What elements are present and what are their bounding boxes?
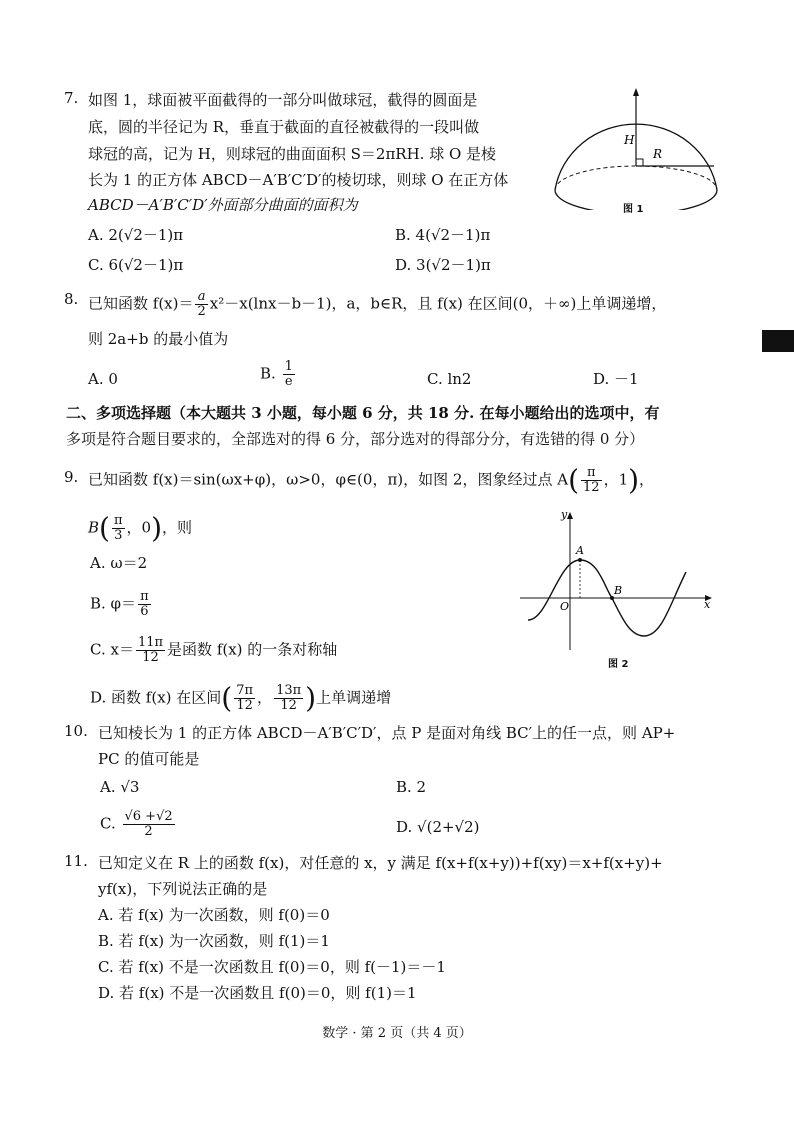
q7-text-line5: ABCD－A′B′C′D′外面部分曲面的面积为 — [88, 196, 358, 214]
q11-option-c: C. 若 f(x) 不是一次函数且 f(0)＝0，则 f(－1)＝－1 — [98, 958, 446, 976]
q11-number: 11. — [64, 852, 88, 870]
q8-option-b: B. $\frac{1}{e}$ — [260, 359, 293, 389]
q10-option-b: B. 2 — [396, 778, 427, 796]
figure-2-sine-graph — [518, 508, 714, 654]
svg-text:A: A — [576, 544, 584, 557]
q8-number: 8. — [64, 290, 79, 308]
q8-fraction: $\frac{a}{2}$ — [197, 289, 206, 319]
q9-option-d: D. 函数 f(x) 在区间( $\frac{7\pi}{12}$ ， $\frac{13\pi}{12}$ )上单调递增 — [90, 681, 392, 715]
q8-text-post: x²－x(lnx－b－1)，a，b∈R，且 f(x) 在区间(0，＋∞)上单调递增， — [209, 294, 667, 313]
section-2-header-line1: 二、多项选择题（本大题共 3 小题，每小题 6 分，共 18 分. 在每小题给出的选项中，有 — [66, 404, 660, 422]
q10-option-a: A. √3 — [100, 778, 140, 796]
svg-text:B: B — [614, 584, 623, 597]
q7-option-c: C. 6(√2－1)π — [88, 256, 184, 274]
q8-text-line2: 则 2a+b 的最小值为 — [88, 330, 229, 348]
q7-option-b: B. 4(√2－1)π — [395, 226, 491, 244]
q7-number: 7. — [64, 89, 79, 107]
svg-text:y: y — [561, 508, 568, 521]
q10-option-d: D. √(2+√2) — [396, 818, 480, 836]
q9-option-a: A. ω＝2 — [90, 554, 148, 572]
figure-1-caption: 图 1 — [623, 204, 644, 215]
section-2-header-line2: 多项是符合题目要求的，全部选对的得 6 分，部分选对的得部分分，有选错的得 0 分） — [66, 430, 645, 448]
q9-text-line1: 已知函数 f(x)＝sin(ωx+φ)，ω>0，φ∈(0，π)，如图 2，图象经过点 A( $\frac{\pi}{12}$ ，1)， — [88, 463, 655, 497]
q11-option-b: B. 若 f(x) 为一次函数，则 f(1)＝1 — [98, 932, 330, 950]
q10-number: 10. — [64, 722, 88, 740]
q9-number: 9. — [64, 468, 79, 486]
figure-1-label-h: H — [624, 133, 635, 147]
q7-option-a: A. 2(√2－1)π — [88, 226, 184, 244]
svg-text:O: O — [560, 600, 570, 613]
q9-option-b: B. φ＝ $\frac{\pi}{6}$ — [90, 589, 149, 619]
q7-text-line4: 长为 1 的正方体 ABCD－A′B′C′D′的棱切球，则球 O 在正方体 — [88, 171, 509, 189]
q8-option-c: C. ln2 — [427, 370, 472, 388]
q8-option-a: A. 0 — [88, 370, 118, 388]
q7-option-d: D. 3(√2－1)π — [395, 256, 491, 274]
q8-text-pre: 已知函数 f(x)＝ — [88, 294, 194, 313]
q8-text-line1 — [88, 290, 666, 319]
q11-option-a: A. 若 f(x) 为一次函数，则 f(0)＝0 — [98, 906, 330, 924]
q10-text-line1: 已知棱长为 1 的正方体 ABCD－A′B′C′D′，点 P 是面对角线 BC′上的任一点，则 AP+ — [98, 724, 676, 742]
figure-1-label-r: R — [653, 147, 663, 161]
q7-text-line1: 如图 1，球面被平面截得的一部分叫做球冠，截得的圆面是 — [88, 91, 478, 109]
q7-text-line2: 底，圆的半径记为 R，垂直于截面的直径被截得的一段叫做 — [88, 118, 480, 136]
figure-1-spherical-cap — [550, 82, 722, 210]
q11-option-d: D. 若 f(x) 不是一次函数且 f(0)＝0，则 f(1)＝1 — [98, 984, 417, 1002]
q8-option-d: D. －1 — [593, 370, 639, 388]
q11-text-line2: yf(x)，下列说法正确的是 — [98, 880, 268, 898]
q10-text-line2: PC 的值可能是 — [98, 750, 200, 768]
q9-option-c: C. x＝ $\frac{11\pi}{12}$ 是函数 f(x) 的一条对称轴 — [90, 635, 338, 665]
page-footer: 数学 · 第 2 页（共 4 页） — [322, 1026, 472, 1041]
q7-text-line3: 球冠的高，记为 H，则球冠的曲面面积 S＝2πRH. 球 O 是棱 — [88, 145, 497, 163]
q9-text-line2: B( $\frac{\pi}{3}$ ，0)，则 — [88, 511, 193, 545]
svg-text:x: x — [704, 598, 711, 611]
side-tab-marker — [762, 330, 794, 352]
q11-text-line1: 已知定义在 R 上的函数 f(x)，对任意的 x，y 满足 f(x+f(x+y))+f(xy)＝x+f(x+y)+ — [98, 854, 663, 872]
figure-2-caption: 图 2 — [608, 659, 629, 670]
q10-option-c: C. $\frac{√6 +√2}{2}$ — [100, 809, 173, 839]
